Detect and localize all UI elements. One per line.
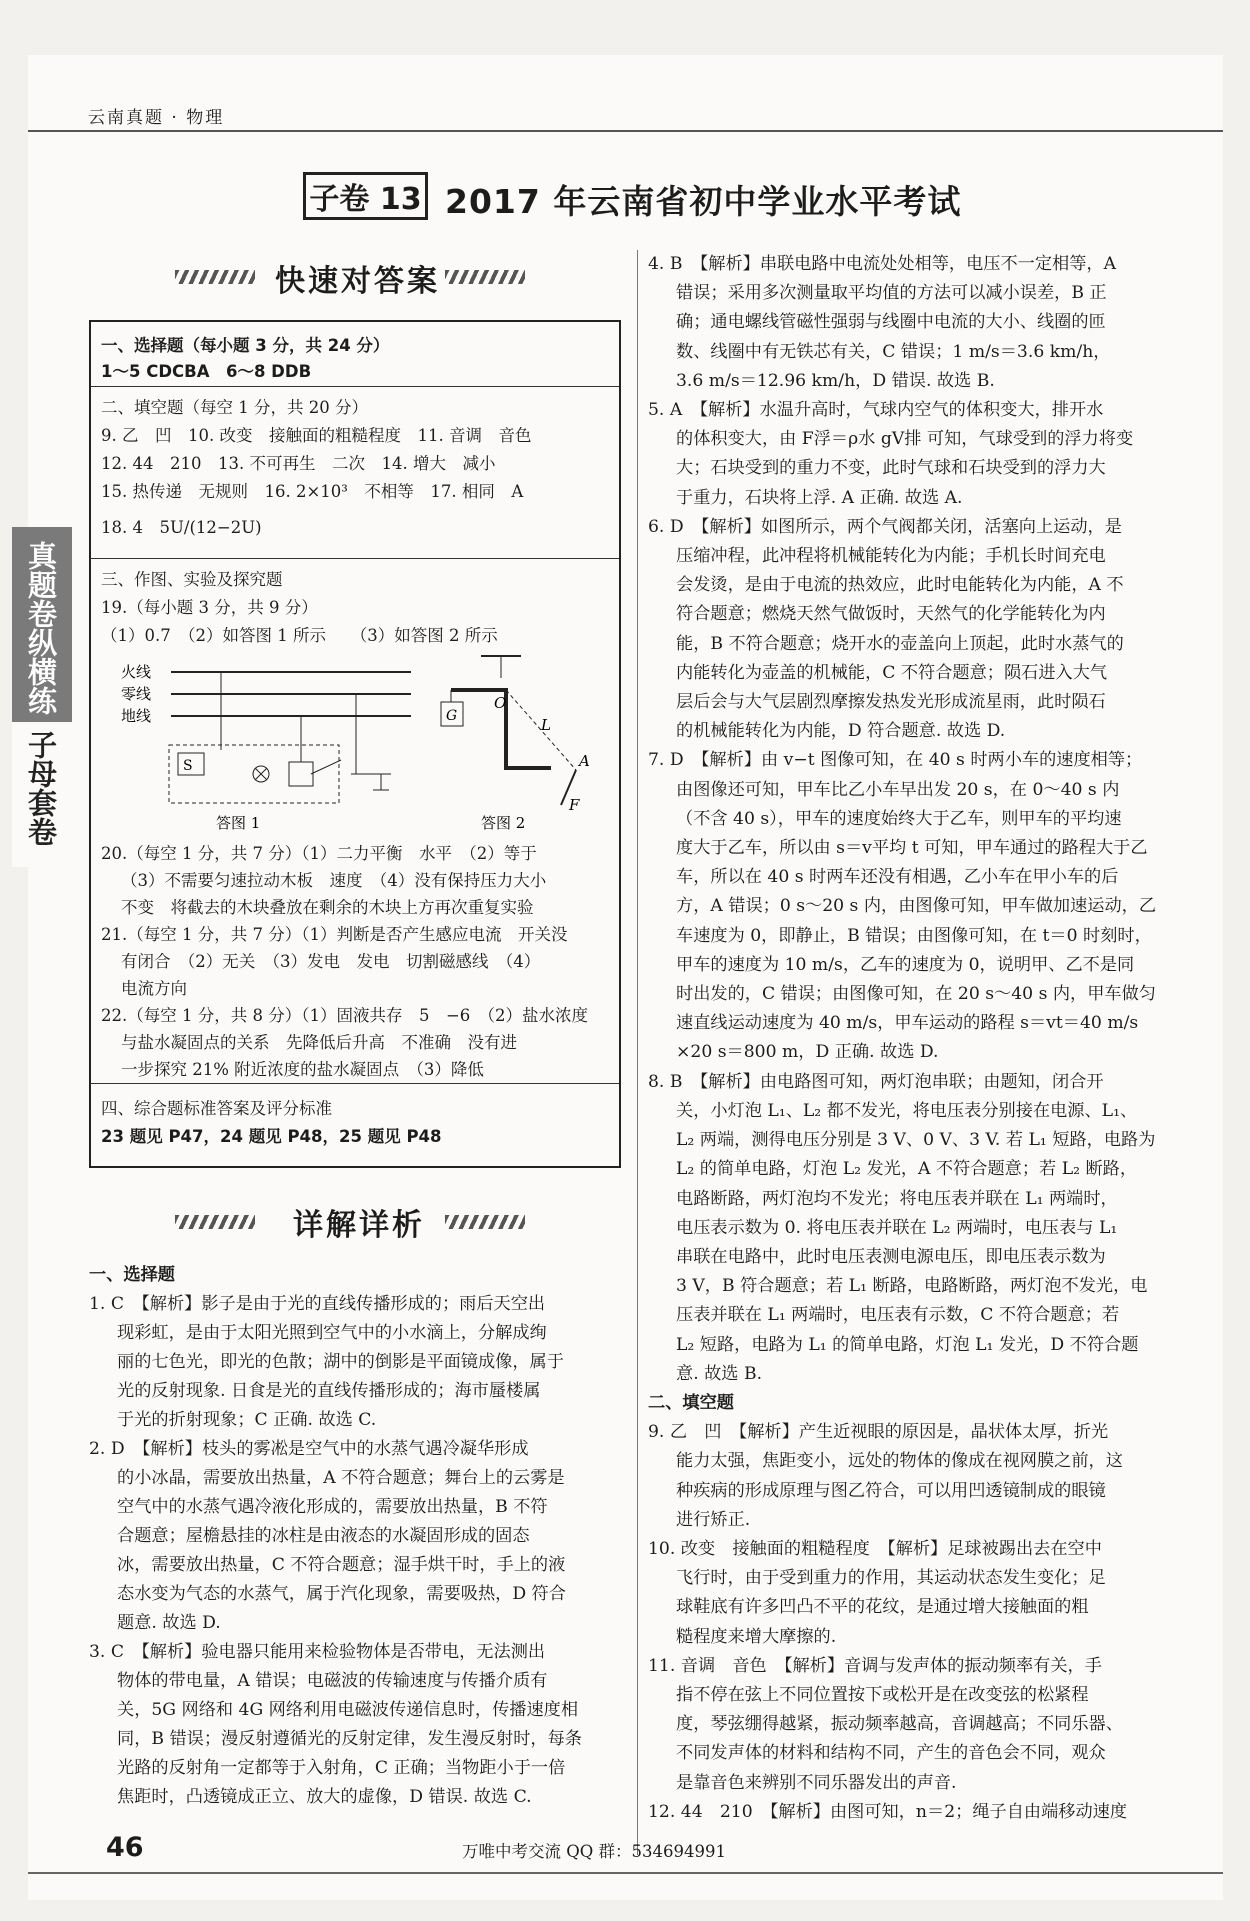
text-line: 串联在电路中，此时电压表测电源电压，即电压表示数为 xyxy=(676,1246,1106,1267)
text-line: 8. B 【解析】由电路图可知，两灯泡串联；由题知，闭合开 xyxy=(648,1071,1104,1092)
text-line: 能力太强，焦距变小，远处的物体的像成在视网膜之前，这 xyxy=(676,1451,1123,1472)
switch-symbol xyxy=(311,760,341,774)
side-tab-label-lower: 子母套卷 xyxy=(24,730,58,846)
text-line: 5. A 【解析】水温升高时，气球内空气的体积变大，排开水 xyxy=(648,400,1104,421)
answers-line: 9. 乙 凹 10. 改变 接触面的粗糙程度 11. 音调 音色 xyxy=(101,426,532,445)
text-line: 车速度为 0，即静止，B 错误；由图像可知，在 t＝0 时刻时， xyxy=(676,925,1152,946)
side-tab-lower xyxy=(12,722,72,867)
text-line: 9. 乙 凹 【解析】产生近视眼的原因是，晶状体太厚，折光 xyxy=(648,1422,1109,1443)
heading-stripes-right xyxy=(445,1215,525,1229)
text-line: 度，琴弦绷得越紧，振动频率越高，音调越高；不同乐器、 xyxy=(676,1714,1123,1735)
text-line: 1. C 【解析】影子是由于光的直线传播形成的；雨后天空出 xyxy=(89,1294,546,1314)
answers-section-choice xyxy=(91,322,619,387)
text-line: L₂ 两端，测得电压分别是 3 V、0 V、3 V. 若 L₁ 短路，电路为 xyxy=(676,1130,1156,1151)
footer-rule xyxy=(28,1872,1223,1874)
detail-heading: 详解详析 xyxy=(293,1208,425,1243)
text-line: 方，A 错误；0 s～20 s 内，由图像可知，甲车做加速运动，乙 xyxy=(676,896,1157,917)
text-line: 光的反射现象. 日食是光的直线传播形成的；海市蜃楼属 xyxy=(117,1381,541,1401)
answers-line: 23 题见 P47，24 题见 P48，25 题见 P48 xyxy=(101,1127,442,1146)
answer-figures xyxy=(111,650,611,832)
heading-stripes-right xyxy=(445,270,525,284)
text-line: 错误；采用多次测量取平均值的方法可以减小误差，B 正 xyxy=(676,283,1107,304)
answers-line: （1）0.7 （2）如答图 1 所示 （3）如答图 2 所示 xyxy=(101,626,498,645)
text-line: 3 V，B 符合题意；若 L₁ 断路，电路断路，两灯泡不发光，电 xyxy=(676,1276,1148,1297)
answers-line: 22.（每空 1 分，共 8 分）（1）固液共存 5 −6 （2）盐水浓度 xyxy=(101,1006,589,1025)
text-line: 甲车的速度为 10 m/s，乙车的速度为 0，说明甲、乙不是同 xyxy=(676,954,1135,975)
label-fig2: 答图 2 xyxy=(481,814,526,832)
text-line: 车，所以在 40 s 时两车还没有相遇，乙小车在甲小车的后 xyxy=(676,867,1119,888)
text-line: 符合题意；燃烧天然气做饭时，天然气的化学能转化为内 xyxy=(676,604,1106,625)
text-line: （不含 40 s），甲车的速度始终大于乙车，则甲车的平均速 xyxy=(676,808,1122,829)
text-line: 4. B 【解析】串联电路中电流处处相等，电压不一定相等，A xyxy=(648,254,1116,274)
text-line: 空气中的水蒸气遇冷液化形成的，需要放出热量，B 不符 xyxy=(117,1497,548,1517)
text-line: 度大于乙车，所以由 s＝v平均 t 可知，甲车通过的路程大于乙 xyxy=(676,838,1148,859)
answers-line: 四、综合题标准答案及评分标准 xyxy=(101,1099,332,1118)
column-divider xyxy=(637,250,638,1855)
paper-number-box: 子卷 13 xyxy=(303,172,428,220)
label-switch-s: S xyxy=(183,758,193,774)
text-line: 意. 故选 B. xyxy=(676,1363,763,1384)
text-line: 6. D 【解析】如图所示，两个气阀都关闭，活塞向上运动，是 xyxy=(648,516,1122,537)
answers-line: 电流方向 xyxy=(121,979,187,998)
answers-line: 三、作图、实验及探究题 xyxy=(101,570,283,589)
text-line: 的机械能转化为内能，D 符合题意. 故选 D. xyxy=(676,721,1006,742)
answers-section-fill xyxy=(91,386,619,559)
text-line: 电压表示数为 0. 将电压表并联在 L₂ 两端时，电压表与 L₁ xyxy=(676,1217,1118,1238)
text-line: 12. 44 210 【解析】由图可知，n＝2；绳子自由端移动速度 xyxy=(648,1801,1128,1822)
text-line: 进行矫正. xyxy=(676,1509,751,1530)
label-a: A xyxy=(579,752,590,770)
answers-line: 18. 4 5U/(12−2U) xyxy=(101,518,262,537)
text-line: 的体积变大，由 F浮＝ρ水 gV排 可知，气球受到的浮力将变 xyxy=(676,429,1134,450)
text-line: 飞行时，由于受到重力的作用，其运动状态发生变化；足 xyxy=(676,1568,1106,1589)
text-line: 态水变为气态的水蒸气，属于汽化现象，需要吸热，D 符合 xyxy=(117,1584,566,1604)
text-line: 题意. 故选 D. xyxy=(117,1613,221,1633)
answers-line: 有闭合 （2）无关 （3）发电 发电 切割磁感线 （4） xyxy=(121,952,541,971)
text-line: 不同发声体的材料和结构不同，产生的音色会不同，观众 xyxy=(676,1743,1106,1764)
text-line: 糙程度来增大摩擦的. xyxy=(676,1626,837,1647)
text-line: 球鞋底有许多凹凸不平的花纹，是通过增大接触面的粗 xyxy=(676,1597,1089,1618)
socket-symbol xyxy=(289,762,313,786)
footer-text: 万唯中考交流 QQ 群：534694991 xyxy=(462,1842,727,1861)
answers-line: 19.（每小题 3 分，共 9 分） xyxy=(101,598,318,617)
text-line: 会发烫，是由于电流的热效应，此时电能转化为内能，A 不 xyxy=(676,575,1124,596)
text-line: ×20 s＝800 m，D 正确. 故选 D. xyxy=(676,1042,939,1063)
text-line: 10. 改变 接触面的粗糙程度 【解析】足球被踢出去在空中 xyxy=(648,1538,1102,1559)
text-line: 大；石块受到的重力不变，此时气球和石块受到的浮力大 xyxy=(676,458,1106,479)
heading-stripes-left xyxy=(175,1215,255,1229)
side-tab-label: 真题卷纵横练 xyxy=(24,541,58,715)
text-line: 现彩虹，是由于太阳光照到空气中的小水滴上，分解成绚 xyxy=(117,1323,547,1343)
text-line: 物体的带电量，A 错误；电磁波的传输速度与传播介质有 xyxy=(117,1671,548,1691)
text-line: 压缩冲程，此冲程将机械能转化为内能；手机长时间充电 xyxy=(676,546,1106,567)
text-line: 关，小灯泡 L₁、L₂ 都不发光，将电压表分别接在电源、L₁、 xyxy=(676,1100,1138,1121)
text-line: 层后会与大气层剧烈摩擦发热发光形成流星雨，此时陨石 xyxy=(676,692,1106,713)
label-o: O xyxy=(494,694,507,712)
text-line: 速直线运动速度为 40 m/s，甲车运动的路程 s＝vt＝40 m/s xyxy=(676,1013,1139,1034)
text-line: 2. D 【解析】枝头的雾凇是空气中的水蒸气遇冷凝华形成 xyxy=(89,1439,529,1459)
detail-right-column xyxy=(648,250,1156,1827)
text-line: L₂ 的简单电路，灯泡 L₂ 发光，A 不符合题意；若 L₂ 断路， xyxy=(676,1159,1138,1180)
page-title: 2017 年云南省初中学业水平考试 xyxy=(445,182,962,221)
text-line: 光路的反射角一定都等于入射角，C 正确；当物距小于一倍 xyxy=(117,1758,566,1778)
header-rule xyxy=(28,130,1223,132)
text-line: 种疾病的形成原理与图乙符合，可以用凹透镜制成的眼镜 xyxy=(676,1480,1106,1501)
answers-line: 一步探究 21% 附近浓度的盐水凝固点 （3）降低 xyxy=(121,1060,484,1079)
answers-line: 15. 热传递 无规则 16. 2×10³ 不相等 17. 相同 A xyxy=(101,482,524,501)
text-line: 是靠音色来辨别不同乐器发出的声音. xyxy=(676,1772,957,1793)
text-line: 指不停在弦上不同位置按下或松开是在改变弦的松紧程 xyxy=(676,1684,1089,1705)
answers-section-experiment xyxy=(91,558,619,1084)
text-line: 冰，需要放出热量，C 不符合题意；湿手烘干时，手上的液 xyxy=(117,1555,566,1575)
text-line: 内能转化为壶盖的机械能，C 不符合题意；陨石进入大气 xyxy=(676,662,1108,683)
text-line: 能，B 不符合题意；烧开水的壶盖向上顶起，此时水蒸气的 xyxy=(676,633,1124,654)
text-line: 一、选择题 xyxy=(89,1265,175,1285)
page-number: 46 xyxy=(106,1832,144,1863)
answers-line: （3）不需要匀速拉动木板 速度 （4）没有保持压力大小 xyxy=(121,871,547,890)
text-line: 二、填空题 xyxy=(648,1392,734,1413)
answers-line: 不变 将截去的木块叠放在剩余的木块上方再次重复实验 xyxy=(121,898,534,917)
text-line: 3.6 m/s＝12.96 km/h，D 错误. 故选 B. xyxy=(676,370,995,391)
text-line: 11. 音调 音色 【解析】音调与发声体的振动频率有关，手 xyxy=(648,1655,1102,1676)
answers-line: 21.（每空 1 分，共 7 分）（1）判断是否产生感应电流 开关没 xyxy=(101,925,568,944)
running-header: 云南真题 · 物理 xyxy=(88,108,225,128)
text-line: 丽的七色光，即光的色散；湖中的倒影是平面镜成像，属于 xyxy=(117,1352,564,1372)
text-line: 电路断路，两灯泡均不发光；将电压表并联在 L₁ 两端时， xyxy=(676,1188,1118,1209)
text-line: 于重力，石块将上浮. A 正确. 故选 A. xyxy=(676,487,963,508)
heading-stripes-left xyxy=(175,270,255,284)
label-ground: 地线 xyxy=(121,707,152,725)
label-g: G xyxy=(446,708,458,724)
text-line: 关，5G 网络和 4G 网络利用电磁波传递信息时，传播速度相 xyxy=(117,1700,579,1720)
answers-line: 与盐水凝固点的关系 先降低后升高 不准确 没有进 xyxy=(121,1033,517,1052)
text-line: 由图像还可知，甲车比乙小车早出发 20 s，在 0～40 s 内 xyxy=(676,779,1120,800)
answers-line: 一、选择题（每小题 3 分，共 24 分） xyxy=(101,336,390,355)
answers-line: 二、填空题（每空 1 分，共 20 分） xyxy=(101,398,368,417)
label-neutral: 零线 xyxy=(121,685,152,703)
detail-left-column xyxy=(89,1261,582,1812)
text-line: 的小冰晶，需要放出热量，A 不符合题意；舞台上的云雾是 xyxy=(117,1468,565,1488)
text-line: 焦距时，凸透镜成正立、放大的虚像，D 错误. 故选 C. xyxy=(117,1787,532,1807)
text-line: 同，B 错误；漫反射遵循光的反射定律，发生漫反射时，每条 xyxy=(117,1729,582,1749)
answers-line: 20.（每空 1 分，共 7 分）（1）二力平衡 水平 （2）等于 xyxy=(101,844,537,863)
quick-answers-heading: 快速对答案 xyxy=(275,264,440,299)
text-line: 合题意；屋檐悬挂的冰柱是由液态的水凝固形成的固态 xyxy=(117,1526,530,1546)
text-line: 压表并联在 L₁ 两端时，电压表有示数，C 不符合题意；若 xyxy=(676,1305,1120,1326)
text-line: 于光的折射现象；C 正确. 故选 C. xyxy=(117,1410,377,1430)
text-line: L₂ 短路，电路为 L₁ 的简单电路，灯泡 L₁ 发光，D 不符合题 xyxy=(676,1334,1139,1355)
text-line: 7. D 【解析】由 v−t 图像可知，在 40 s 时两小车的速度相等； xyxy=(648,750,1143,771)
answers-section-comprehensive xyxy=(91,1083,619,1167)
quick-answers-box xyxy=(89,320,621,1168)
text-line: 3. C 【解析】验电器只能用来检验物体是否带电，无法测出 xyxy=(89,1642,546,1662)
text-line: 数、线圈中有无铁芯有关，C 错误；1 m/s＝3.6 km/h， xyxy=(676,341,1111,362)
answers-line: 1～5 CDCBA 6～8 DDB xyxy=(101,362,312,381)
text-line: 确；通电螺线管磁性强弱与线圈中电流的大小、线圈的匝 xyxy=(676,312,1106,333)
label-live: 火线 xyxy=(121,663,152,681)
answers-line: 12. 44 210 13. 不可再生 二次 14. 增大 减小 xyxy=(101,454,496,473)
label-fig1: 答图 1 xyxy=(216,814,261,832)
label-f: F xyxy=(569,796,580,814)
label-l: L xyxy=(541,716,551,734)
text-line: 时出发的，C 错误；由图像可知，在 20 s～40 s 内，甲车做匀 xyxy=(676,984,1156,1005)
